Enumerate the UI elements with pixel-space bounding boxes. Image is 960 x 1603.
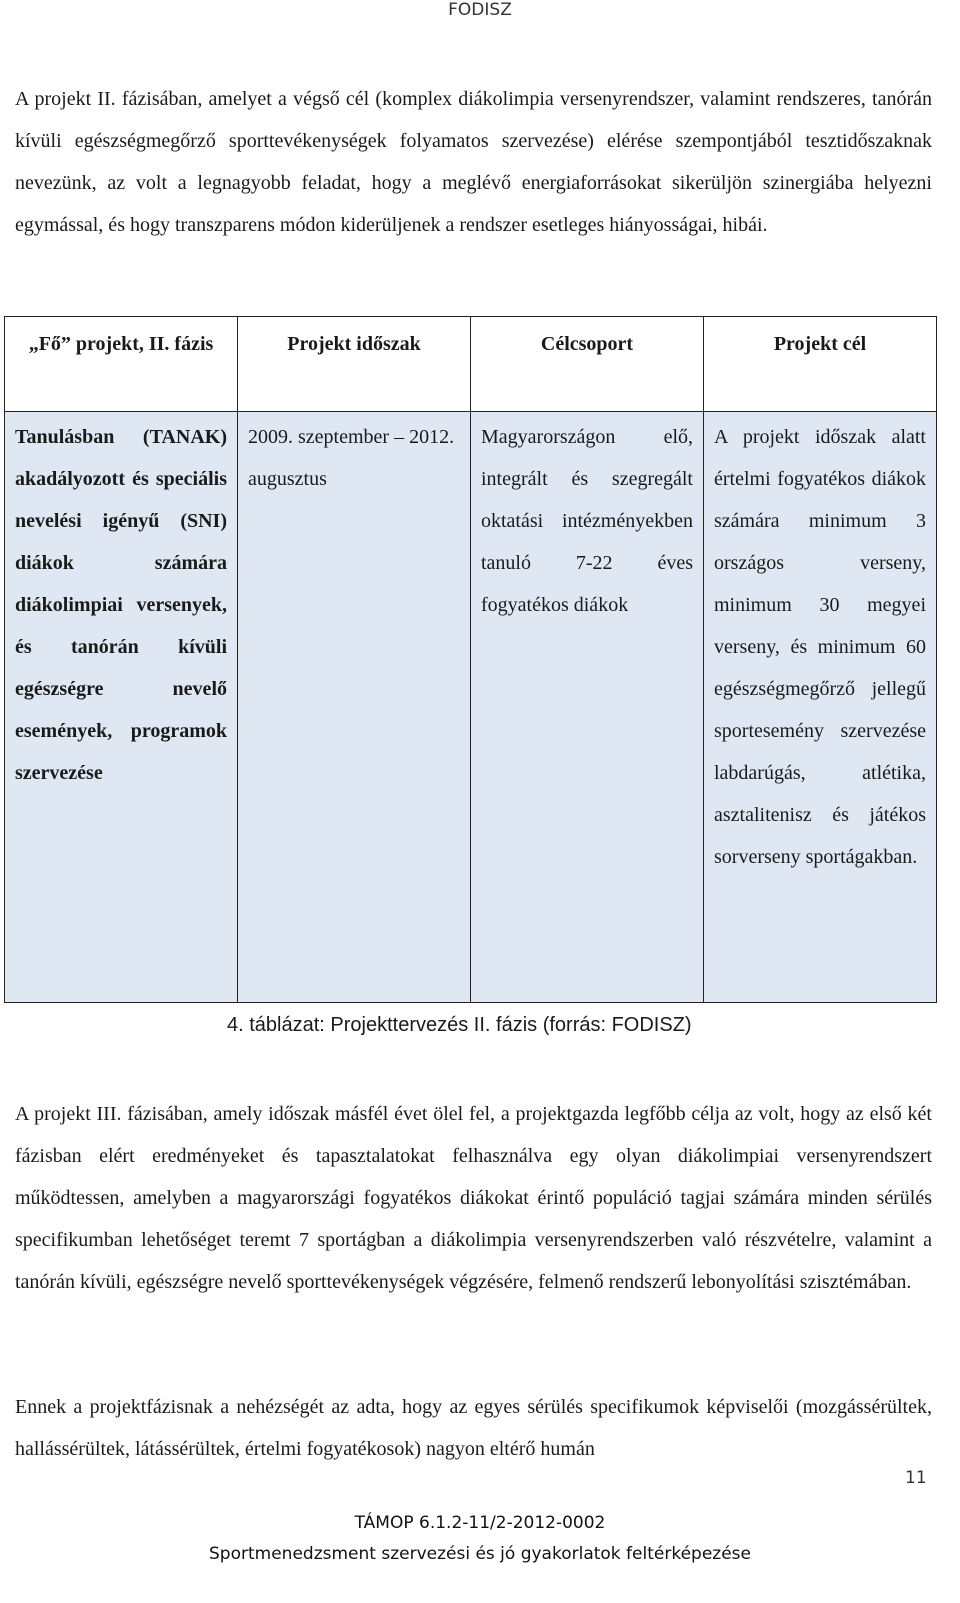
paragraph-phase-3: A projekt III. fázisában, amely időszak másfél évet ölel fel, a projektgazda legfőbb célja az volt, hogy az első két fázisban elért eredményeket és tapasztalatokat felhasználva egy olyan diákolimpiai versenyrendszert működtessen, amelyben a magyarországi fogyatékos diákokat érintő populáció tagjai számára minden sérülés specifikumban lehetőséget teremt 7 sportágban a diákolimpia versenyrendszerben való részvételre, valamint a tanórán kívüli, egészségre nevelő sporttevékenységek végzésére, felmenő rendszerű lebonyolítási szisztémában. bbox=[15, 1103, 932, 1293]
header-project-goal: Projekt cél bbox=[704, 317, 937, 412]
page-number: 11 bbox=[905, 1468, 927, 1488]
paragraph-difficulty: Ennek a projektfázisnak a nehézségét az adta, hogy az egyes sérülés specifikumok képviselői (mozgássérültek, hallássérültek, látássérültek, értelmi fogyatékosok) nagyon eltérő humán bbox=[15, 1396, 932, 1460]
table-header-row bbox=[5, 317, 937, 412]
footer-project-title: Sportmenedzsment szervezési és jó gyakorlatok feltérképezése bbox=[209, 1544, 751, 1564]
project-table bbox=[4, 316, 937, 1003]
page-header: FODISZ bbox=[448, 0, 512, 20]
cell-target-group: Magyarországon elő, integrált és szegregált oktatási intézményekben tanuló 7-22 éves fogyatékos diákok bbox=[471, 412, 704, 1003]
footer-project-code: TÁMOP 6.1.2-11/2-2012-0002 bbox=[354, 1513, 606, 1533]
table-caption: 4. táblázat: Projekttervezés II. fázis (forrás: FODISZ) bbox=[227, 1014, 692, 1036]
header-target-group: Célcsoport bbox=[471, 317, 704, 412]
header-main-project: „Fő” projekt, II. fázis bbox=[5, 317, 238, 412]
cell-project-name: Tanulásban (TANAK) akadályozott és speciális nevelési igényű (SNI) diákok számára diákolimpiai versenyek, és tanórán kívüli egészségre nevelő események, programok szervezése bbox=[5, 412, 238, 1003]
cell-project-goal: A projekt időszak alatt értelmi fogyatékos diákok számára minimum 3 országos verseny, minimum 30 megyei verseny, és minimum 60 egészségmegőrző jellegű sportesemény szervezése labdarúgás, atlétika, asztalitenisz és játékos sorverseny sportágakban. bbox=[704, 412, 937, 1003]
table-row bbox=[5, 412, 937, 1003]
header-project-period: Projekt időszak bbox=[238, 317, 471, 412]
paragraph-phase-2: A projekt II. fázisában, amelyet a végső cél (komplex diákolimpia versenyrendszer, valamint rendszeres, tanórán kívüli egészségmegőrző sporttevékenységek folyamatos szervezése) elérése szempontjából tesztidőszaknak nevezünk, az volt a legnagyobb feladat, hogy a meglévő energiaforrásokat sikerüljön szinergiába helyezni egymással, és hogy transzparens módon kiderüljenek a rendszer esetleges hiányosságai, hibái. bbox=[15, 88, 932, 236]
cell-project-period: 2009. szeptember – 2012. augusztus bbox=[238, 412, 471, 1003]
